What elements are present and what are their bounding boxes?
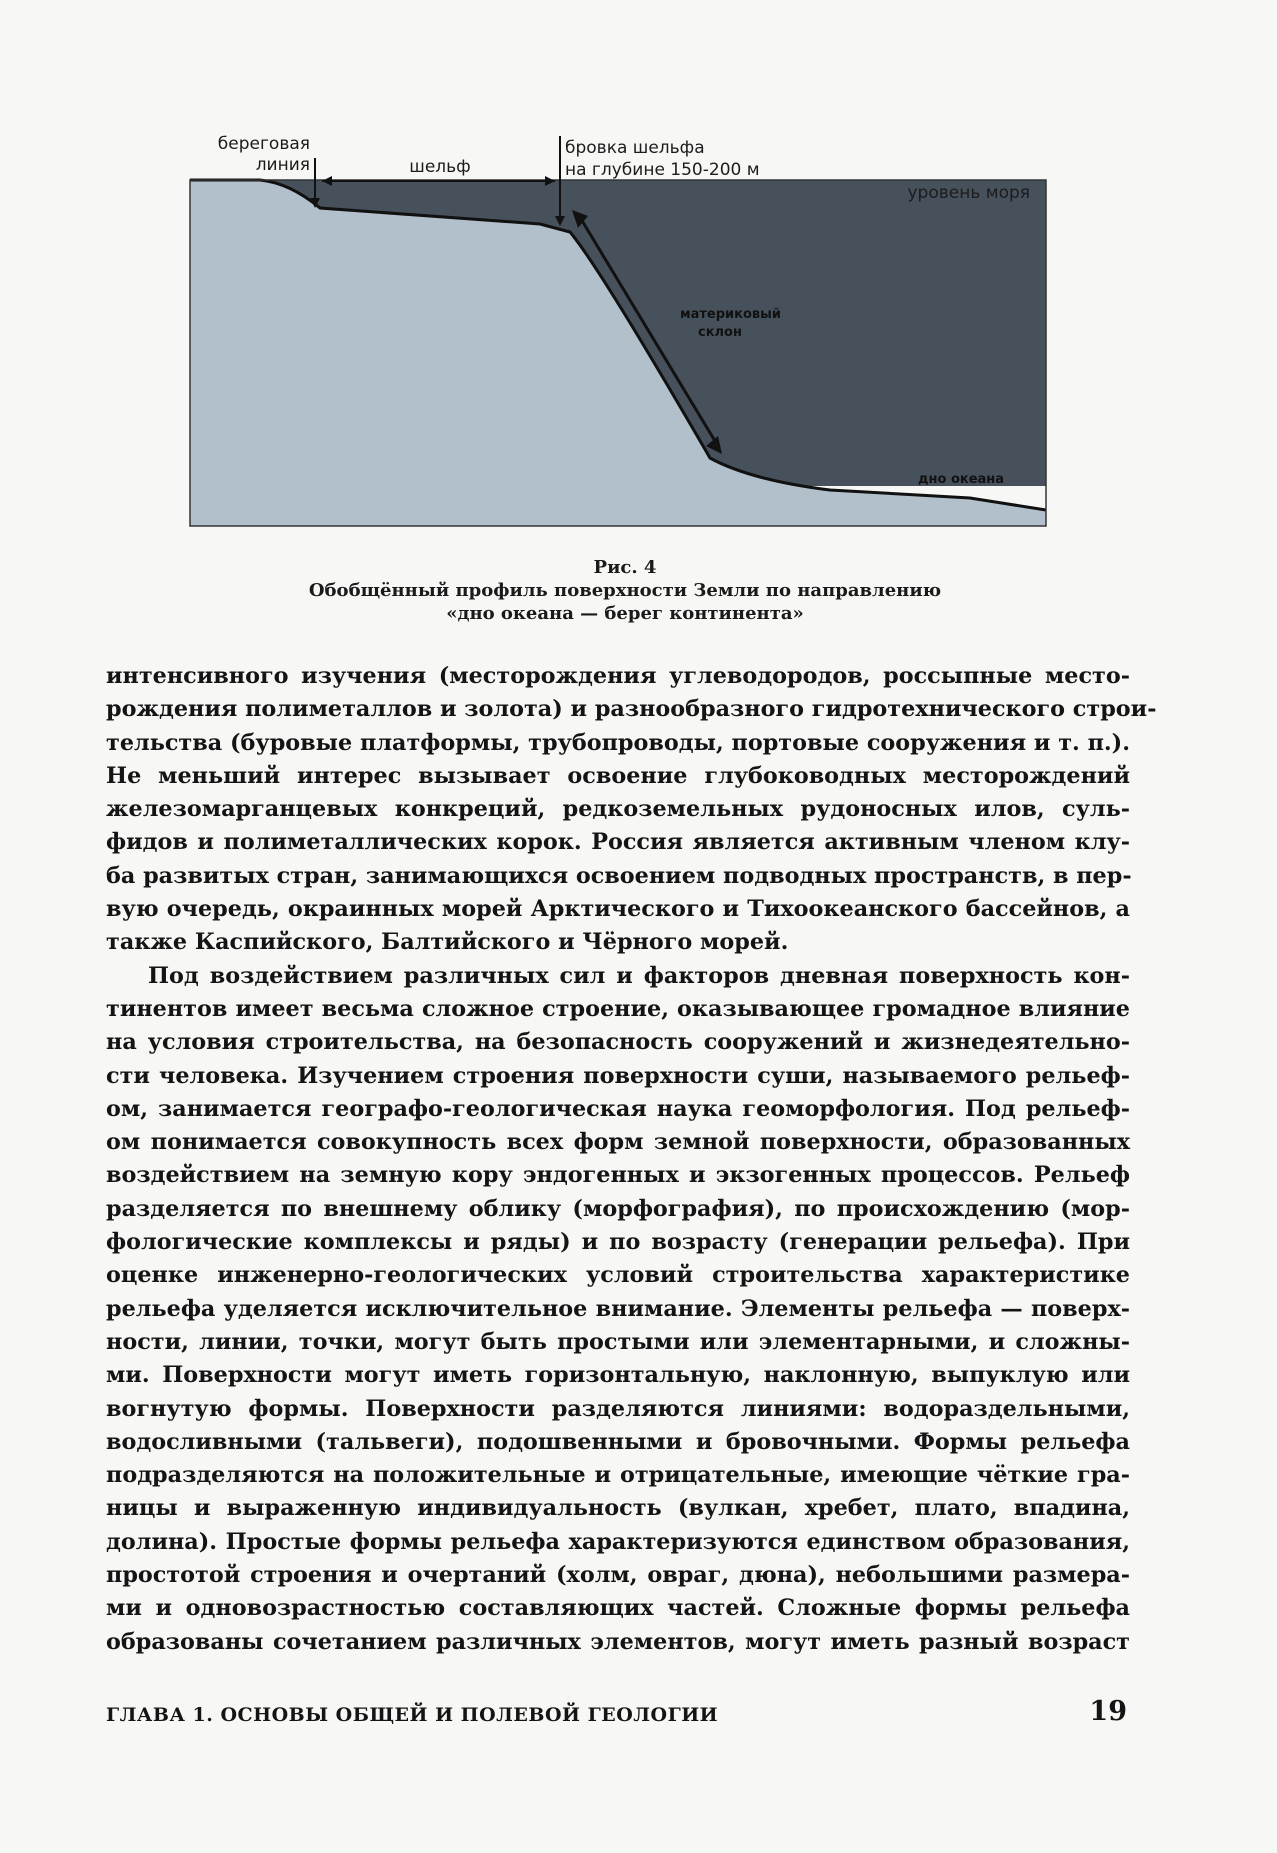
text-line: интенсивного изучения (месторождения углеводородов, россыпные место- (106, 663, 1130, 689)
figure-caption (150, 556, 1100, 625)
label-shelf-edge-2: на глубине 150-200 м (565, 160, 760, 180)
text-line: вогнутую формы. Поверхности разделяются линиями: водораздельными, (106, 1395, 1130, 1422)
text-line: Не меньший интерес вызывает освоение глубоководных месторождений (106, 762, 1130, 789)
text-line: фидов и полиметаллических корок. Россия является активным членом клу- (106, 829, 1130, 856)
body-text (106, 660, 1157, 1659)
text-line: железомарганцевых конкреций, редкоземельных рудоносных илов, суль- (106, 796, 1130, 823)
text-line: рельефа уделяется исключительное внимание. Элементы рельефа — поверх- (106, 1295, 1130, 1322)
text-line: также Каспийского, Балтийского и Чёрного морей. (106, 929, 789, 956)
text-line: простотой строения и очертаний (холм, овраг, дюна), небольшими размера- (106, 1562, 1130, 1589)
text-line: подразделяются на положительные и отрицательные, имеющие чёткие гра- (106, 1462, 1130, 1489)
text-line: Под воздействием различных сил и факторов дневная поверхность кон- (148, 962, 1130, 989)
text-line: тельства (буровые платформы, трубопроводы, портовые сооружения и т. п.). (106, 729, 1130, 756)
caption-line-1: Обобщённый профиль поверхности Земли по направлению (308, 580, 942, 601)
text-line: тинентов имеет весьма сложное строение, оказывающее громадное влияние (106, 995, 1130, 1022)
text-line: ом, занимается географо-геологическая наука геоморфология. Под рельеф- (106, 1095, 1130, 1122)
label-shelf: шельф (409, 157, 471, 177)
caption-line-2: «дно океана — берег континента» (446, 603, 804, 624)
label-slope-1: материковый (680, 307, 782, 322)
text-line: оценке инженерно-геологических условий строительства характеристике (106, 1262, 1130, 1289)
profile-diagram-svg (150, 128, 1060, 538)
figure-profile-diagram (150, 128, 1060, 538)
running-footer-chapter-title: ГЛАВА 1. ОСНОВЫ ОБЩЕЙ И ПОЛЕВОЙ ГЕОЛОГИИ (106, 1704, 719, 1726)
text-line: ба развитых стран, занимающихся освоением подводных пространств, в пер- (106, 862, 1132, 889)
text-line: ми и одновозрастностью составляющих частей. Сложные формы рельефа (106, 1595, 1130, 1622)
text-line: ницы и выраженную индивидуальность (вулкан, хребет, плато, впадина, (106, 1495, 1130, 1522)
label-shelf-edge-1: бровка шельфа (565, 138, 705, 158)
text-line: водосливными (тальвеги), подошвенными и бровочными. Формы рельефа (106, 1428, 1130, 1455)
text-line: вую очередь, окраинных морей Арктического и Тихоокеанского бассейнов, а (106, 896, 1130, 923)
text-line: рождения полиметаллов и золота) и разнообразного гидротехнического строи- (106, 696, 1157, 723)
text-line: ности, линии, точки, могут быть простыми или элементарными, и сложны- (106, 1328, 1130, 1355)
text-line: ми. Поверхности могут иметь горизонтальную, наклонную, выпуклую или (106, 1362, 1130, 1389)
page-number: 19 (1089, 1696, 1127, 1727)
text-line: на условия строительства, на безопасность сооружений и жизнедеятельно- (106, 1029, 1130, 1056)
label-sea-level: уровень моря (907, 183, 1030, 203)
text-line: воздействием на земную кору эндогенных и экзогенных процессов. Рельеф (106, 1162, 1130, 1189)
text-line: фологические комплексы и ряды) и по возрасту (генерации рельефа). При (106, 1229, 1130, 1256)
figure-number: Рис. 4 (593, 557, 657, 578)
text-line: ом понимается совокупность всех форм земной поверхности, образованных (106, 1129, 1130, 1156)
text-line: образованы сочетанием различных элементов, могут иметь разный возраст (106, 1628, 1130, 1655)
label-coastline-2: линия (255, 155, 310, 175)
text-line: сти человека. Изучением строения поверхности суши, называемого рельеф- (106, 1062, 1130, 1089)
label-coastline-1: береговая (217, 134, 310, 154)
label-slope-2: склон (698, 325, 742, 340)
label-ocean-floor: дно океана (918, 472, 1005, 487)
text-line: разделяется по внешнему облику (морфография), по происхождению (мор- (106, 1195, 1130, 1222)
text-line: долина). Простые формы рельефа характеризуются единством образования, (106, 1528, 1130, 1555)
